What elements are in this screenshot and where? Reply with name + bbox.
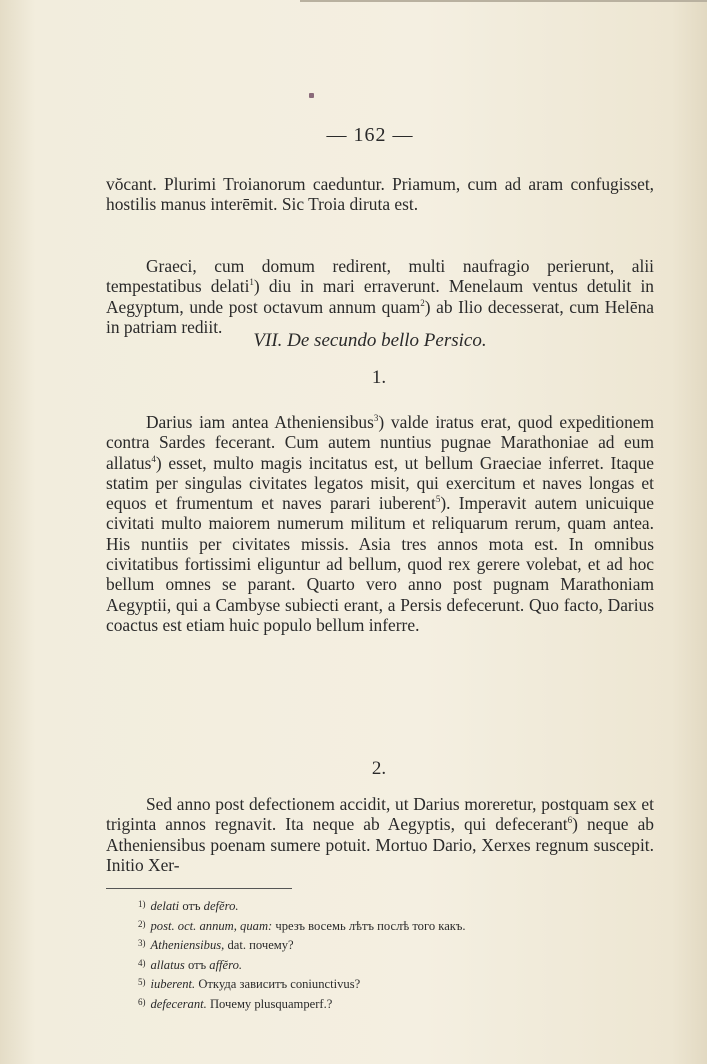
footnote-number: 2): [138, 918, 146, 929]
section-title: VII. De secundo bello Persico.: [253, 330, 487, 351]
footnote-3: [138, 935, 678, 955]
footnote-ref-1: 1: [249, 277, 254, 288]
footnote-ref-word: defĕro.: [203, 899, 239, 913]
footnote-term: Atheniensibus,: [150, 938, 225, 953]
paragraph-darius: [106, 412, 654, 635]
footnote-number: 5): [138, 977, 146, 988]
footnote-1: [138, 896, 678, 916]
footnote-ref-3: 3: [373, 413, 379, 424]
top-edge-line: [300, 0, 707, 2]
chapter-number-2: 2.: [371, 758, 387, 779]
footnote-text: отъ: [187, 957, 207, 972]
footnote-5: [138, 974, 678, 994]
text-run: ) ab Ilio decesserat, cum Helēna in patriam rediit.: [106, 296, 655, 337]
ink-spot: [309, 93, 314, 98]
footnote-text: чрезъ восемь лѣтъ послѣ того какъ.: [275, 918, 466, 933]
text-run: ) diu in mari erraverunt. Menelaum ventus detulit in Aegyptum, unde post octavum annum quam: [106, 276, 654, 317]
text-run: ) neque ab Atheniensibus poenam sumere potuit. Mortuo Dario, Xerxes regnum suscepit. Initio Xer-: [106, 814, 654, 875]
footnote-term: defecerant.: [150, 996, 207, 1011]
paragraph-troy: vŏcant. Plurimi Troianorum caeduntur. Priamum, cum ad aram confugisset, hostilis manus interēmit. Sic Troia diruta est.: [106, 174, 654, 215]
footnote-term: delati: [150, 899, 180, 913]
text-run: ) valde iratus erat, quod expeditionem contra Sardes fecerant. Cum autem nuntius pugnae Marathoniae ad eum allatus: [106, 412, 655, 473]
footnote-2: [138, 916, 678, 936]
footnote-ref-5: 5: [435, 494, 441, 505]
footnote-text: dat. почему?: [227, 938, 294, 953]
footnote-ref-6: 6: [567, 815, 573, 826]
paragraph-greeks: [106, 256, 654, 337]
footnote-number: 6): [138, 996, 146, 1007]
paragraph-death-of-darius: [106, 794, 654, 875]
footnote-text: отъ: [182, 899, 201, 913]
footnote-term: post. oct. annum, quam:: [150, 918, 273, 933]
footnote-ref-word: affĕro.: [209, 957, 243, 972]
text-run: Graeci, cum domum redirent, multi naufragio perierunt, alii tempestatibus delati: [106, 256, 654, 297]
page-number: — 162 —: [326, 124, 414, 146]
footnote-number: 4): [138, 957, 146, 968]
footnote-4: [138, 955, 678, 975]
footnote-term: iuberent.: [150, 977, 196, 992]
text-run: Sed anno post defectionem accidit, ut Darius moreretur, postquam sex et triginta annos regnavit. Ita neque ab Aegyptis, qui defecerant: [106, 794, 654, 835]
footnote-ref-4: 4: [151, 453, 156, 464]
text-run: ) esset, multo magis incitatus est, ut bellum Graeciae inferret. Itaque statim per singulas civitates legatos misit, qui exercitum et naves longas et equos et frumentum et naves parari iuberent: [106, 452, 654, 514]
footnote-term: allatus: [150, 957, 185, 972]
text-run: ). Imperavit autem unicuique civitati multo maiorem numerum militum et reliquarum rerum, quam antea. His nuntiis per civitates missis. Asia tres annos mota est. In omnibus civitatibus fortissimi eliguntur ad bellum, quod rex gerere volebat, et ad hoc bellum omnes se parant. Quarto vero anno post pugnam Marathoniam Aegyptii, qui a Cambyse subiecti erant, a Persis defecerunt. Quo facto, Darius coactus est etiam huic populo bellum inferre.: [106, 493, 654, 635]
footnote-6: [138, 994, 678, 1014]
footnote-number: 3): [138, 938, 146, 949]
text-run: Darius iam antea Atheniensibus: [146, 412, 374, 432]
footnote-ref-2: 2: [420, 297, 425, 308]
footnote-text: Почему plusquamperf.?: [209, 996, 333, 1011]
footnote-number: 1): [138, 899, 146, 909]
footnotes: [138, 896, 678, 1014]
footnote-text: Откуда зависитъ coniunctivus?: [198, 977, 361, 992]
chapter-number-1: 1.: [371, 367, 387, 388]
footnote-separator: [106, 888, 292, 889]
